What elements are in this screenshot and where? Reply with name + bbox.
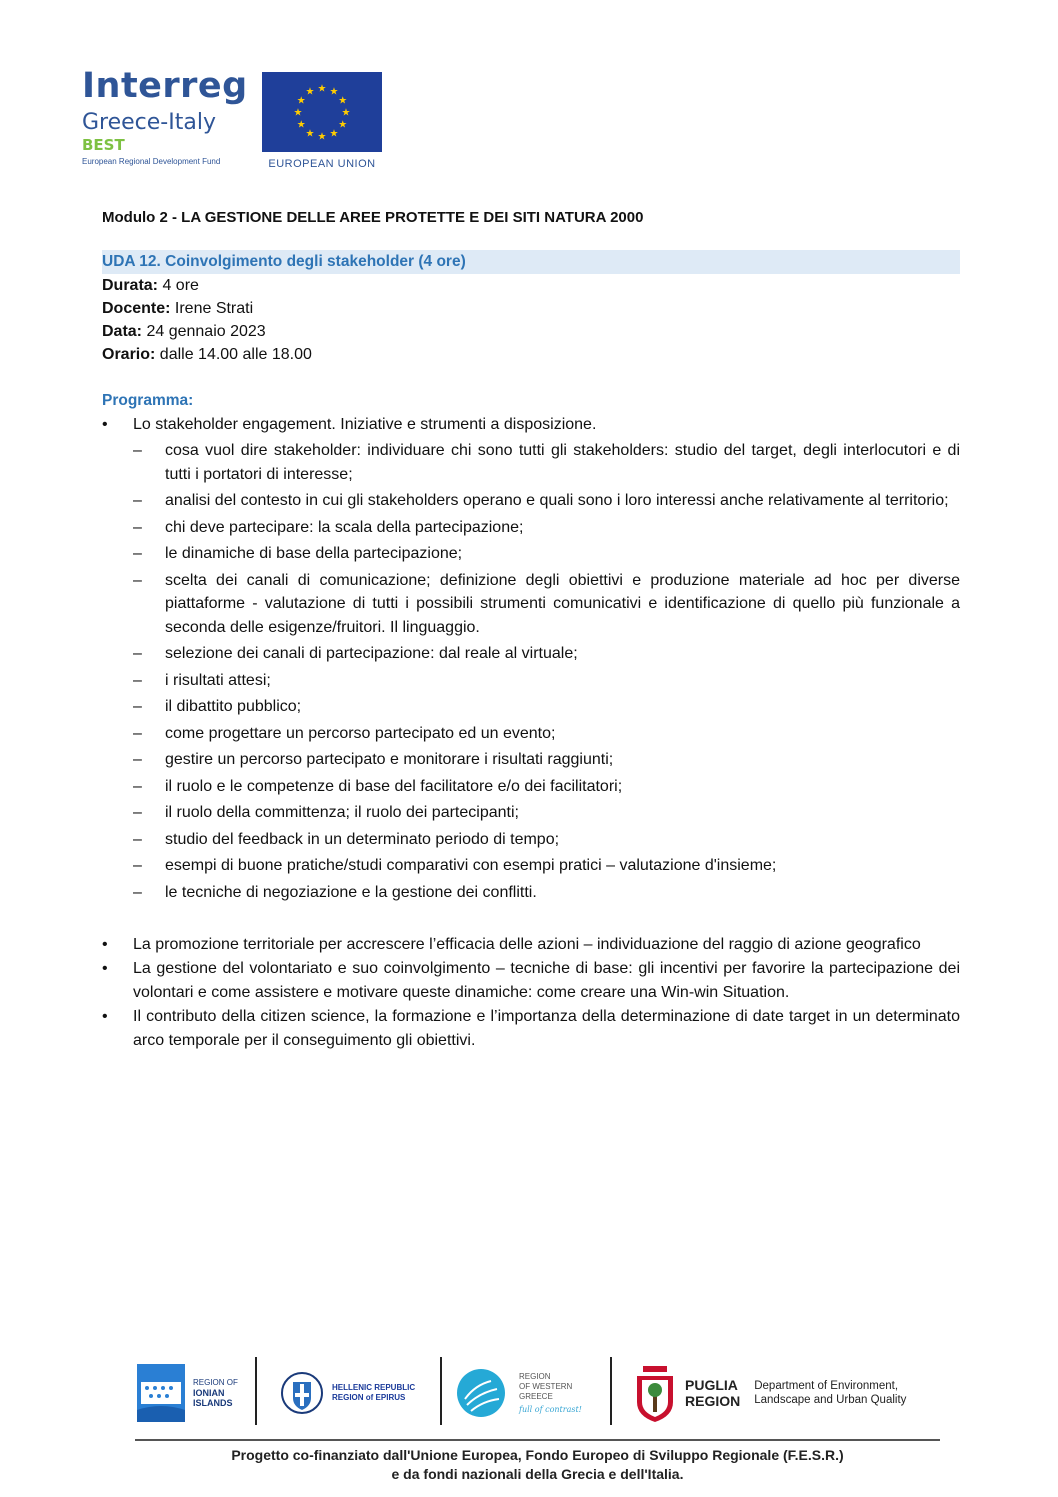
dash-icon: – <box>133 883 142 901</box>
sub-list-item <box>133 516 960 540</box>
footer-divider <box>255 1357 257 1425</box>
programma-heading: Programma: <box>102 392 194 409</box>
footer-divider <box>610 1357 612 1425</box>
bullet-icon: • <box>102 416 108 433</box>
puglia-coat-of-arms-icon <box>633 1362 677 1424</box>
eu-star-icon: ★ <box>338 95 348 107</box>
meta-durata-label: Durata: <box>102 277 159 294</box>
meta-orario <box>102 343 960 366</box>
sub-list-item <box>133 695 960 719</box>
western-greece-line-1: REGION <box>519 1371 551 1381</box>
eu-star-icon: ★ <box>329 128 339 140</box>
footer-divider <box>440 1357 442 1425</box>
meta-docente-label: Docente: <box>102 300 171 317</box>
sub-list-item <box>133 828 960 852</box>
footer-logos <box>135 1355 940 1435</box>
dash-icon: – <box>133 857 142 874</box>
list-item <box>102 957 960 1005</box>
list-item <box>102 933 960 957</box>
eu-logo-caption: EUROPEAN UNION <box>268 158 376 170</box>
hellenic-emblem-icon <box>280 1368 324 1418</box>
western-greece-line-2: OF WESTERN <box>519 1381 573 1391</box>
eu-star-icon: ★ <box>305 128 315 140</box>
eu-star-icon: ★ <box>296 95 306 107</box>
meta-data <box>102 320 960 343</box>
eu-star-icon: ★ <box>317 83 327 95</box>
module-title: Modulo 2 - LA GESTIONE DELLE AREE PROTETTE E DEI SITI NATURA 2000 <box>102 209 644 226</box>
western-greece-line-3: GREECE <box>519 1391 553 1401</box>
dash-icon: – <box>133 777 142 795</box>
epirus-line-1: HELLENIC REPUBLIC <box>332 1383 416 1392</box>
list-item <box>102 1005 960 1053</box>
meta-durata-value: 4 ore <box>158 277 199 294</box>
ionian-line-3: ISLANDS <box>193 1398 233 1408</box>
list-item-text: Lo stakeholder engagement. Iniziative e strumenti a disposizione. <box>133 416 597 433</box>
epirus-line-2: REGION of EPIRUS <box>332 1393 406 1402</box>
eu-flag-icon <box>262 72 382 152</box>
list-item-text: La promozione territoriale per accrescere l’efficacia delle azioni – individuazione del raggio di azione geografico <box>133 936 921 953</box>
sub-list-item <box>133 854 960 878</box>
sub-list-item-text: scelta dei canali di comunicazione; definizione degli obiettivi e produzione materiale ad hoc per diverse piattaforme - valutazione di tutti i possibili strumenti comunicativi e identificazione di quello più funzionale a seconda delle esigenze/fruitori. Il linguaggio. <box>165 571 960 636</box>
meta-data-value: 24 gennaio 2023 <box>142 323 266 340</box>
footer-line-1: Progetto co-finanziato dall'Unione Europea, Fondo Europeo di Sviluppo Regionale (F.E.S.R.) <box>231 1447 844 1463</box>
sub-list-item-text: gestire un percorso partecipato e monitorare i risultati raggiunti; <box>165 751 614 768</box>
puglia-text <box>685 1377 740 1409</box>
dash-icon: – <box>133 645 142 662</box>
meta-docente-value: Irene Strati <box>170 300 254 317</box>
programma-list <box>102 413 960 1053</box>
eu-star-icon: ★ <box>338 119 348 131</box>
sub-list-item-text: cosa vuol dire stakeholder: individuare chi sono tutti gli stakeholders: studio del target, degli interlocutori e di tutti i portatori di interesse; <box>165 442 960 483</box>
puglia-line-1: PUGLIA <box>685 1377 738 1393</box>
eu-logo <box>262 72 382 170</box>
eu-star-icon: ★ <box>341 107 351 119</box>
sub-list-item-text: il ruolo e le competenze di base del facilitatore e/o dei facilitatori; <box>165 777 623 795</box>
sub-list <box>133 439 960 904</box>
sub-list-item-text: selezione dei canali di partecipazione: dal reale al virtuale; <box>165 645 578 662</box>
interreg-logo-fund: European Regional Development Fund <box>82 157 221 166</box>
meta-orario-label: Orario: <box>102 346 156 363</box>
sub-list-item-text: analisi del contesto in cui gli stakeholders operano e quali sono i loro interessi anche relativamente al territorio; <box>165 492 949 509</box>
list-item-text: La gestione del volontariato e suo coinvolgimento – tecniche di base: gli incentivi per favorire la partecipazione dei volontari e come assistere e motivare queste dinamiche: come creare una Win-win Situation. <box>133 960 960 1001</box>
dash-icon: – <box>133 698 142 715</box>
dash-icon: – <box>133 518 142 536</box>
sub-list-item-text: esempi di buone pratiche/studi comparativi con esempi pratici – valutazione d'insieme; <box>165 857 777 874</box>
sub-list-item <box>133 722 960 746</box>
meta-data-label: Data: <box>102 323 143 340</box>
meta-orario-value: dalle 14.00 alle 18.00 <box>155 346 312 363</box>
western-greece-logo <box>455 1355 605 1431</box>
sub-list-item <box>133 542 960 566</box>
sub-list-item <box>133 801 960 825</box>
sub-list-item <box>133 748 960 772</box>
eu-star-icon: ★ <box>305 86 315 98</box>
ionian-islands-logo <box>135 1355 245 1431</box>
sub-list-item-text: le dinamiche di base della partecipazione; <box>165 545 463 562</box>
footer-cofinance-text <box>135 1446 940 1484</box>
puglia-dept-line-2: Landscape and Urban Quality <box>754 1394 907 1406</box>
ionian-line-1: REGION OF <box>193 1378 238 1387</box>
western-greece-text <box>519 1372 582 1415</box>
western-greece-icon <box>455 1367 507 1419</box>
uda-title: UDA 12. Coinvolgimento degli stakeholder (4 ore) <box>102 250 960 274</box>
meta-durata <box>102 274 960 297</box>
footer-line-2: e da fondi nazionali della Grecia e dell'Italia. <box>391 1466 684 1482</box>
puglia-line-2: REGION <box>685 1393 741 1409</box>
epirus-logo <box>280 1355 440 1431</box>
sub-list-item-text: come progettare un percorso partecipato ed un evento; <box>165 724 556 742</box>
dash-icon: – <box>133 442 142 459</box>
ionian-line-2: IONIAN <box>193 1388 225 1398</box>
eu-star-icon: ★ <box>317 131 327 143</box>
western-greece-tagline: full of contrast! <box>519 1404 582 1414</box>
sub-list-item <box>133 775 960 799</box>
sub-list-item-text: studio del feedback in un determinato periodo di tempo; <box>165 830 560 848</box>
dash-icon: – <box>133 671 142 689</box>
sub-list-item <box>133 569 960 640</box>
list-item <box>102 413 960 933</box>
dash-icon: – <box>133 804 142 821</box>
epirus-text <box>332 1383 415 1403</box>
bullet-icon: • <box>102 960 108 977</box>
dash-icon: – <box>133 571 142 589</box>
sub-list-item-text: chi deve partecipare: la scala della partecipazione; <box>165 518 524 536</box>
sub-list-item <box>133 881 960 905</box>
sub-list-item <box>133 489 960 513</box>
sub-list-item <box>133 439 960 486</box>
puglia-logo <box>633 1355 938 1431</box>
interreg-logo <box>82 66 252 168</box>
interreg-logo-word: Interreg <box>82 66 248 106</box>
dash-icon: – <box>133 751 142 768</box>
spacer <box>133 907 960 933</box>
document-body <box>102 206 960 1053</box>
footer-rule <box>135 1439 940 1441</box>
dash-icon: – <box>133 545 142 562</box>
sub-list-item-text: i risultati attesi; <box>165 671 271 689</box>
meta-docente <box>102 297 960 320</box>
puglia-dept-line-1: Department of Environment, <box>754 1380 899 1392</box>
eu-star-icon: ★ <box>293 107 303 119</box>
sub-list-item <box>133 669 960 693</box>
ionian-islands-icon <box>135 1362 187 1424</box>
puglia-department <box>754 1379 906 1407</box>
bullet-icon: • <box>102 1008 108 1025</box>
list-item-text: Il contributo della citizen science, la formazione e l’importanza della determinazione di date target in un determinato arco temporale per il conseguimento gli obiettivi. <box>133 1008 960 1049</box>
dash-icon: – <box>133 492 142 509</box>
dash-icon: – <box>133 724 142 742</box>
interreg-logo-project: BEST <box>82 136 125 154</box>
interreg-logo-program: Greece-Italy <box>82 110 216 135</box>
ionian-islands-text <box>193 1378 238 1408</box>
sub-list-item-text: il ruolo della committenza; il ruolo dei partecipanti; <box>165 804 519 821</box>
sub-list-item <box>133 642 960 666</box>
bullet-icon: • <box>102 936 108 953</box>
sub-list-item-text: il dibattito pubblico; <box>165 698 302 715</box>
eu-star-icon: ★ <box>296 119 306 131</box>
eu-star-icon: ★ <box>329 86 339 98</box>
sub-list-item-text: le tecniche di negoziazione e la gestione dei conflitti. <box>165 883 537 901</box>
dash-icon: – <box>133 830 142 848</box>
